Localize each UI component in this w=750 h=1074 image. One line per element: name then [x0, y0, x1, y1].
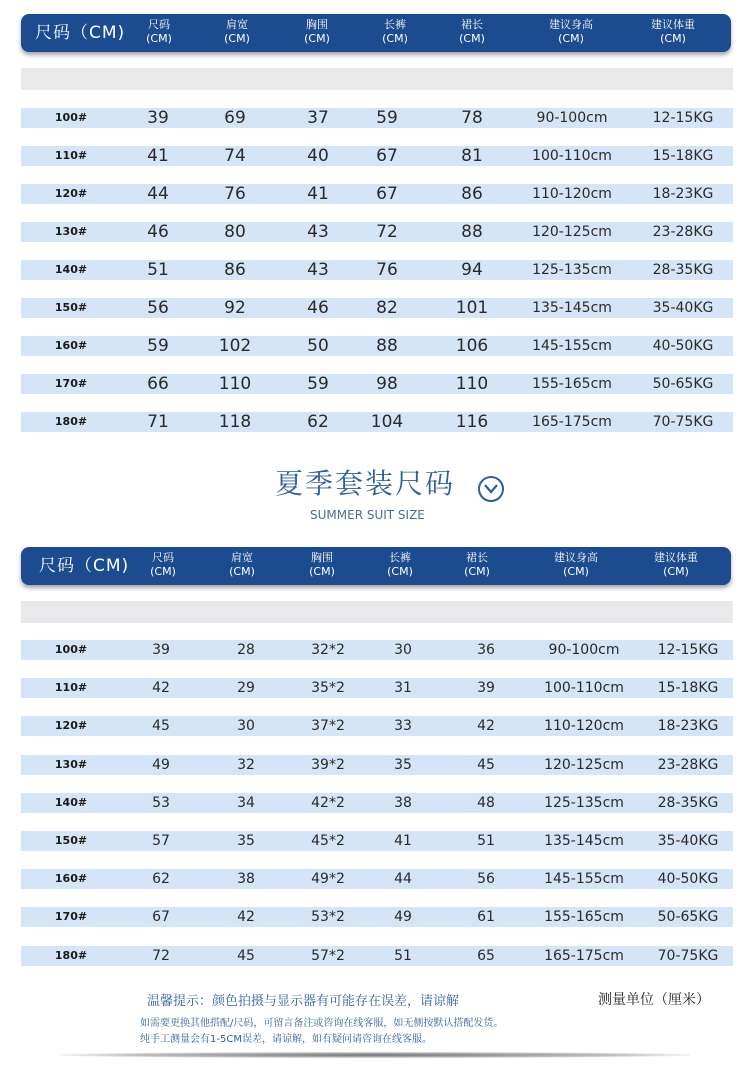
- table-row: [21, 946, 733, 966]
- table-cell: 155-165cm: [532, 376, 612, 392]
- table-cell: 41: [147, 146, 169, 166]
- table-cell: 43: [307, 222, 329, 242]
- table-cell: 145-155cm: [532, 338, 612, 354]
- table-cell: 120-125cm: [532, 224, 612, 240]
- table1-col-header: 建议身高 (CM): [549, 18, 593, 45]
- table2-header: [21, 547, 731, 585]
- table-cell: 69: [224, 108, 246, 128]
- table-row: [21, 678, 733, 698]
- row-size-label: 110#: [54, 681, 88, 695]
- table-row: [21, 298, 733, 318]
- table-cell: 44: [147, 184, 169, 204]
- table-cell: 56: [147, 298, 169, 318]
- row-size-label: 170#: [54, 377, 88, 390]
- table-cell: 67: [376, 184, 398, 204]
- table-cell: 45: [477, 756, 495, 773]
- table-cell: 104: [370, 412, 404, 432]
- table-cell: 38: [394, 794, 412, 811]
- table-cell: 62: [307, 412, 329, 432]
- table-cell: 15-18KG: [652, 148, 714, 164]
- table1-header: [21, 14, 731, 52]
- table-cell: 165-175cm: [532, 414, 612, 430]
- row-size-label: 140#: [54, 263, 88, 276]
- table1-col-header: 尺码 (CM): [146, 18, 172, 45]
- table-cell: 35: [394, 756, 412, 773]
- table-cell: 32*2: [311, 642, 345, 658]
- bottom-shadow-divider: [60, 1052, 690, 1058]
- table-cell: 80: [224, 222, 246, 242]
- row-size-label: 100#: [54, 643, 88, 656]
- table2-col-header: 裙长 (CM): [464, 551, 490, 578]
- table-cell: 62: [152, 871, 170, 888]
- table-cell: 44: [394, 871, 412, 888]
- table-cell: 37*2: [311, 718, 345, 735]
- table-cell: 37: [307, 108, 329, 128]
- table-cell: 39: [477, 680, 495, 697]
- table-cell: 53: [152, 794, 170, 811]
- measurement-error-note: 纯手工测量会有1-5CM误差，请谅解，如有疑问请咨询在线客服。: [140, 1034, 432, 1045]
- table-row: [21, 146, 733, 166]
- table-cell: 32: [237, 756, 255, 773]
- table-cell: 36: [477, 642, 495, 658]
- table-row: [21, 907, 733, 927]
- table-cell: 70-75KG: [652, 414, 714, 430]
- table-cell: 35: [237, 833, 255, 849]
- table-cell: 53*2: [311, 909, 345, 926]
- table1-col-header: 胸围 (CM): [304, 18, 330, 45]
- table-cell: 45: [237, 947, 255, 964]
- table1-col-header: 长裤 (CM): [382, 18, 408, 45]
- table-cell: 71: [147, 412, 169, 432]
- table-cell: 40-50KG: [652, 338, 714, 354]
- row-size-label: 180#: [54, 415, 88, 428]
- table-cell: 81: [461, 146, 483, 166]
- table-cell: 135-145cm: [532, 300, 612, 316]
- table-cell: 42: [237, 909, 255, 926]
- table-cell: 49: [152, 756, 170, 773]
- table-row: [21, 640, 733, 660]
- table-cell: 33: [394, 718, 412, 735]
- row-size-label: 150#: [54, 834, 88, 847]
- table-row: [21, 184, 733, 204]
- table-row: [21, 869, 733, 889]
- table-cell: 59: [376, 108, 398, 128]
- chevron-down-circle-icon: [478, 476, 504, 502]
- row-size-label: 160#: [54, 872, 88, 886]
- row-size-label: 130#: [54, 225, 88, 238]
- measure-unit-label: 测量单位（厘米）: [598, 992, 710, 1008]
- table2-col-header: 建议身高 (CM): [554, 551, 598, 578]
- row-size-label: 100#: [54, 111, 88, 124]
- table-cell: 12-15KG: [652, 110, 714, 126]
- exchange-note: 如需要更换其他搭配/尺码，可留言备注或咨询在线客服，如无侧按默认搭配发货。: [140, 1018, 504, 1029]
- table-cell: 40-50KG: [657, 871, 719, 888]
- table-cell: 57*2: [311, 947, 345, 964]
- table-cell: 56: [477, 871, 495, 888]
- color-tip-note: 温馨提示：颜色拍摄与显示器有可能存在误差，请谅解: [147, 994, 460, 1009]
- table-row: [21, 108, 733, 128]
- table-cell: 70-75KG: [657, 947, 719, 964]
- table-cell: 30: [237, 718, 255, 735]
- table-cell: 28-35KG: [652, 262, 714, 278]
- table-cell: 165-175cm: [544, 947, 624, 964]
- table-cell: 88: [376, 336, 398, 356]
- table-row: [21, 793, 733, 813]
- row-size-label: 140#: [54, 795, 88, 809]
- table-cell: 35-40KG: [657, 833, 719, 849]
- table-cell: 42*2: [311, 794, 345, 811]
- table-cell: 86: [461, 184, 483, 204]
- table-row: [21, 412, 733, 432]
- row-size-label: 170#: [54, 910, 88, 924]
- table-cell: 35*2: [311, 680, 345, 697]
- table-cell: 23-28KG: [652, 224, 714, 240]
- table-cell: 76: [224, 184, 246, 204]
- table-cell: 46: [307, 298, 329, 318]
- table-cell: 101: [455, 298, 489, 318]
- table-cell: 42: [477, 718, 495, 735]
- table2-col-header: 建议体重 (CM): [654, 551, 698, 578]
- table-cell: 28: [237, 642, 255, 658]
- section-title: 夏季套装尺码: [275, 467, 456, 500]
- table-cell: 43: [307, 260, 329, 280]
- table-cell: 51: [147, 260, 169, 280]
- table-row: [21, 336, 733, 356]
- table-cell: 98: [376, 374, 398, 394]
- table-cell: 65: [477, 947, 495, 964]
- section-subtitle: SUMMER SUIT SIZE: [310, 508, 425, 522]
- table-cell: 12-15KG: [657, 642, 719, 658]
- table-row: [21, 831, 733, 851]
- row-size-label: 130#: [54, 757, 88, 771]
- table-cell: 67: [376, 146, 398, 166]
- table-row: [21, 222, 733, 242]
- table-cell: 50-65KG: [657, 909, 719, 926]
- table-cell: 102: [218, 336, 252, 356]
- table-cell: 42: [152, 680, 170, 697]
- table-cell: 45*2: [311, 833, 345, 849]
- table1-header-title: 尺码（CM): [35, 23, 126, 43]
- table-cell: 45: [152, 718, 170, 735]
- table-cell: 135-145cm: [544, 833, 624, 849]
- table-cell: 88: [461, 222, 483, 242]
- table1-col-header: 裙长 (CM): [459, 18, 485, 45]
- table1-col-header: 建议体重 (CM): [651, 18, 695, 45]
- table-cell: 118: [218, 412, 252, 432]
- table-cell: 31: [394, 680, 412, 697]
- table-cell: 41: [307, 184, 329, 204]
- table-cell: 125-135cm: [532, 262, 612, 278]
- table-cell: 66: [147, 374, 169, 394]
- row-size-label: 120#: [54, 187, 88, 200]
- table-cell: 67: [152, 909, 170, 926]
- table2-col-header: 尺码 (CM): [150, 551, 176, 578]
- table-row: [21, 716, 733, 736]
- table-cell: 116: [455, 412, 489, 432]
- table-cell: 110-120cm: [532, 186, 612, 202]
- row-size-label: 180#: [54, 948, 88, 962]
- table-cell: 39: [152, 642, 170, 658]
- table-cell: 100-110cm: [544, 680, 624, 697]
- table2-spacer-bar: [21, 601, 733, 623]
- table-cell: 30: [394, 642, 412, 658]
- row-size-label: 110#: [54, 149, 88, 162]
- table-cell: 90-100cm: [536, 110, 608, 126]
- table-cell: 61: [477, 909, 495, 926]
- table-cell: 51: [394, 947, 412, 964]
- table2-header-title: 尺码（CM): [39, 556, 130, 576]
- table2-col-header: 肩宽 (CM): [229, 551, 255, 578]
- table-row: [21, 260, 733, 280]
- table-cell: 29: [237, 680, 255, 697]
- table-cell: 41: [394, 833, 412, 849]
- table-cell: 39: [147, 108, 169, 128]
- row-size-label: 120#: [54, 719, 88, 733]
- table-cell: 74: [224, 146, 246, 166]
- table-cell: 86: [224, 260, 246, 280]
- table-cell: 34: [237, 794, 255, 811]
- table-cell: 92: [224, 298, 246, 318]
- table-cell: 23-28KG: [657, 756, 719, 773]
- table-cell: 120-125cm: [544, 756, 624, 773]
- table-cell: 59: [147, 336, 169, 356]
- table-cell: 18-23KG: [652, 186, 714, 202]
- table-cell: 48: [477, 794, 495, 811]
- table1-col-header: 肩宽 (CM): [224, 18, 250, 45]
- table-row: [21, 755, 733, 775]
- table-cell: 82: [376, 298, 398, 318]
- table-cell: 72: [152, 947, 170, 964]
- table-cell: 145-155cm: [544, 871, 624, 888]
- table-cell: 110-120cm: [544, 718, 624, 735]
- table-cell: 40: [307, 146, 329, 166]
- table-cell: 50: [307, 336, 329, 356]
- table-row: [21, 374, 733, 394]
- table-cell: 57: [152, 833, 170, 849]
- table-cell: 94: [461, 260, 483, 280]
- table-cell: 15-18KG: [657, 680, 719, 697]
- table-cell: 49*2: [311, 871, 345, 888]
- table-cell: 46: [147, 222, 169, 242]
- table-cell: 78: [461, 108, 483, 128]
- table-cell: 50-65KG: [652, 376, 714, 392]
- table-cell: 110: [218, 374, 252, 394]
- table-cell: 76: [376, 260, 398, 280]
- table-cell: 72: [376, 222, 398, 242]
- table2-col-header: 长裤 (CM): [387, 551, 413, 578]
- table-cell: 106: [455, 336, 489, 356]
- table-cell: 155-165cm: [544, 909, 624, 926]
- table-cell: 90-100cm: [548, 642, 620, 658]
- table-cell: 18-23KG: [657, 718, 719, 735]
- table-cell: 125-135cm: [544, 794, 624, 811]
- table-cell: 51: [477, 833, 495, 849]
- table-cell: 39*2: [311, 756, 345, 773]
- table-cell: 35-40KG: [652, 300, 714, 316]
- table-cell: 59: [307, 374, 329, 394]
- table-cell: 28-35KG: [657, 794, 719, 811]
- table1-spacer-bar: [21, 68, 733, 90]
- table2-col-header: 胸围 (CM): [309, 551, 335, 578]
- table-cell: 49: [394, 909, 412, 926]
- table-cell: 38: [237, 871, 255, 888]
- row-size-label: 150#: [54, 301, 88, 314]
- table-cell: 100-110cm: [532, 148, 612, 164]
- table-cell: 110: [455, 374, 489, 394]
- row-size-label: 160#: [54, 339, 88, 352]
